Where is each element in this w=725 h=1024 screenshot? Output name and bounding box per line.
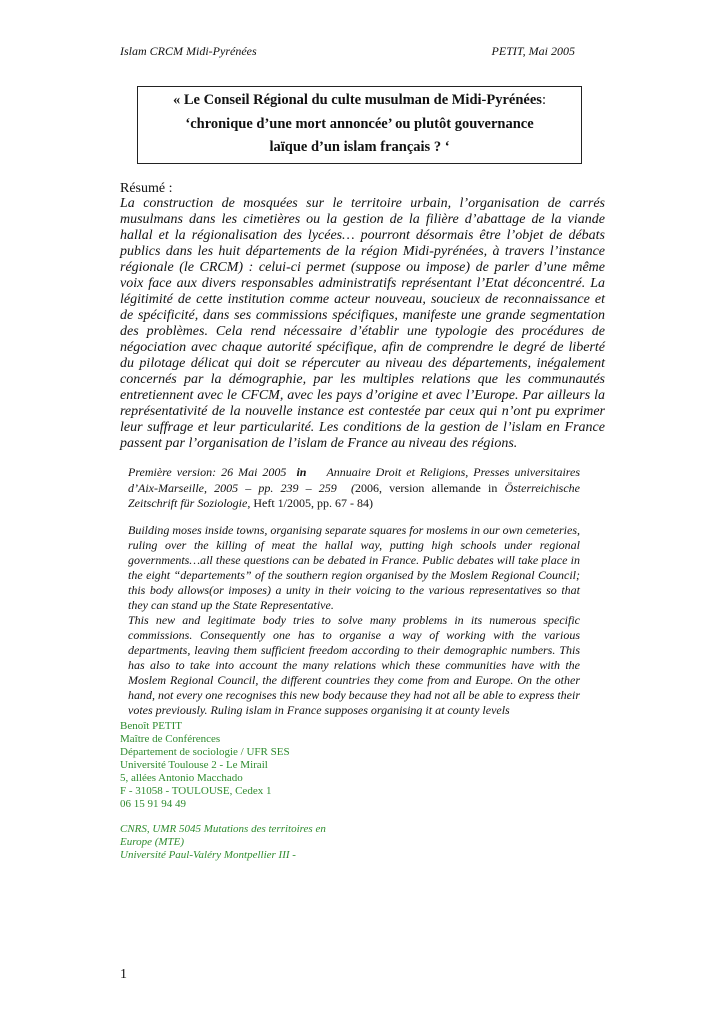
version-first: Première version: 26 Mai 2005 (128, 465, 287, 479)
author-department: Département de sociologie / UFR SES (120, 746, 290, 758)
author-position: Maître de Conférences (120, 733, 221, 745)
title-line-1-text: « Le Conseil Régional du culte musulman de Midi-Pyrénées (173, 92, 542, 108)
abstract-paragraph-2: This new and legitimate body tries to solve many problems in its numerous specific commissions. Consequently one has to organise a way of working with the various departments, leaving them sufficient freedom according to their demographic numbers. This has also to take into account the many relations which these communities have with the Moslem Regional Council, the different countries they come from and Europe. On the other hand, not every one recognises this new body because they had not all be able to express their votes previously. Ruling islam in France supposes organising it at county levels (128, 613, 580, 717)
english-abstract (128, 523, 580, 718)
title-box (137, 86, 582, 164)
title-line-2: ‘chronique d’une mort annoncée’ ou plutôt gouvernance (185, 116, 534, 132)
abstract-paragraph-1: Building moses inside towns, organising separate squares for moslems in our own cemeteries, ruling over the killing of meat the hallal way, putting high schools under regional governments…all these questions can be debated in France. Public debates will take place in the eight “departements” of the southern region organised by the Moslem Regional Council; this body allows(or imposes) a unity in their voicing to the various representatives so that they can stand up the State Representative. (128, 523, 580, 612)
page-number: 1 (120, 967, 127, 982)
running-header-right: PETIT, Mai 2005 (491, 44, 575, 58)
resume-label: Résumé : (120, 181, 173, 196)
version-german: 2006, version allemande in (354, 480, 498, 495)
author-phone: 06 15 91 94 49 (120, 798, 186, 810)
version-note (128, 465, 580, 512)
version-publication: Annuaire Droit et Religions, Presses universitaires d’Aix-Marseille, 2005 – pp. 239 – 259 (128, 465, 581, 495)
affiliation-block (120, 823, 326, 862)
author-name: Benoît PETIT (120, 720, 183, 732)
version-journal: Österreichische Zeitschrift für Soziologie, (128, 480, 580, 510)
running-header-left: Islam CRCM Midi-Pyrénées (120, 44, 257, 58)
title-colon: : (541, 92, 546, 108)
affiliation-line-2: Europe (MTE) (120, 836, 185, 848)
version-issue: Heft 1/2005, pp. 67 - 84) (253, 496, 373, 510)
title-line-1 (138, 92, 581, 109)
author-street: 5, allées Antonio Macchado (120, 772, 243, 784)
author-city: F - 31058 - TOULOUSE, Cedex 1 (120, 785, 272, 797)
version-in: in (296, 465, 307, 479)
affiliation-line-3: Université Paul-Valéry Montpellier III - (120, 849, 296, 861)
affiliation-line-1: CNRS, UMR 5045 Mutations des territoires en (120, 823, 326, 835)
resume-body: La construction de mosquées sur le territoire urbain, l’organisation de carrés musulmans dans les cimetières ou la gestion de la filière d’abattage de la viande hallal et la régionalisation des lycées… pourront désormais être l’objet de débats publics dans les huit départements de la région Midi-pyrénées, à travers l’instance régionale (le CRCM) : celui-ci permet (suppose ou impose) de parler d’une même voix face aux divers responsables administratifs représentant l’Etat déconcentré. La légitimité de cette institution comme acteur nouveau, soucieux de reconnaissance et de spécificité, dans ses commissions spécifiques, manifeste une grande segmentation des problèmes. Cela rend nécessaire d’établir une typologie des procédures de négociation avec chaque autorité spécifique, afin de comprendre le degré de liberté du pilotage délicat qui doit se répercuter au niveau des départements, inégalement concernés par la démographie, par les multiples relations que les communautés entretiennent avec le CFCM, avec les pays d’origine et avec l’Europe. Par ailleurs la représentativité de la nouvelle instance est contestée par ceux qui n’ont pu exprimer leur suffrage et leur particularité. Les conditions de la gestion de l’islam en France passent par l’organisation de l’islam de France au niveau des régions. (120, 196, 605, 451)
author-university: Université Toulouse 2 - Le Mirail (120, 759, 268, 771)
title-line-3: laïque d’un islam français ? ‘ (269, 139, 450, 155)
version-paren: ( (350, 480, 355, 495)
author-block (120, 720, 290, 811)
